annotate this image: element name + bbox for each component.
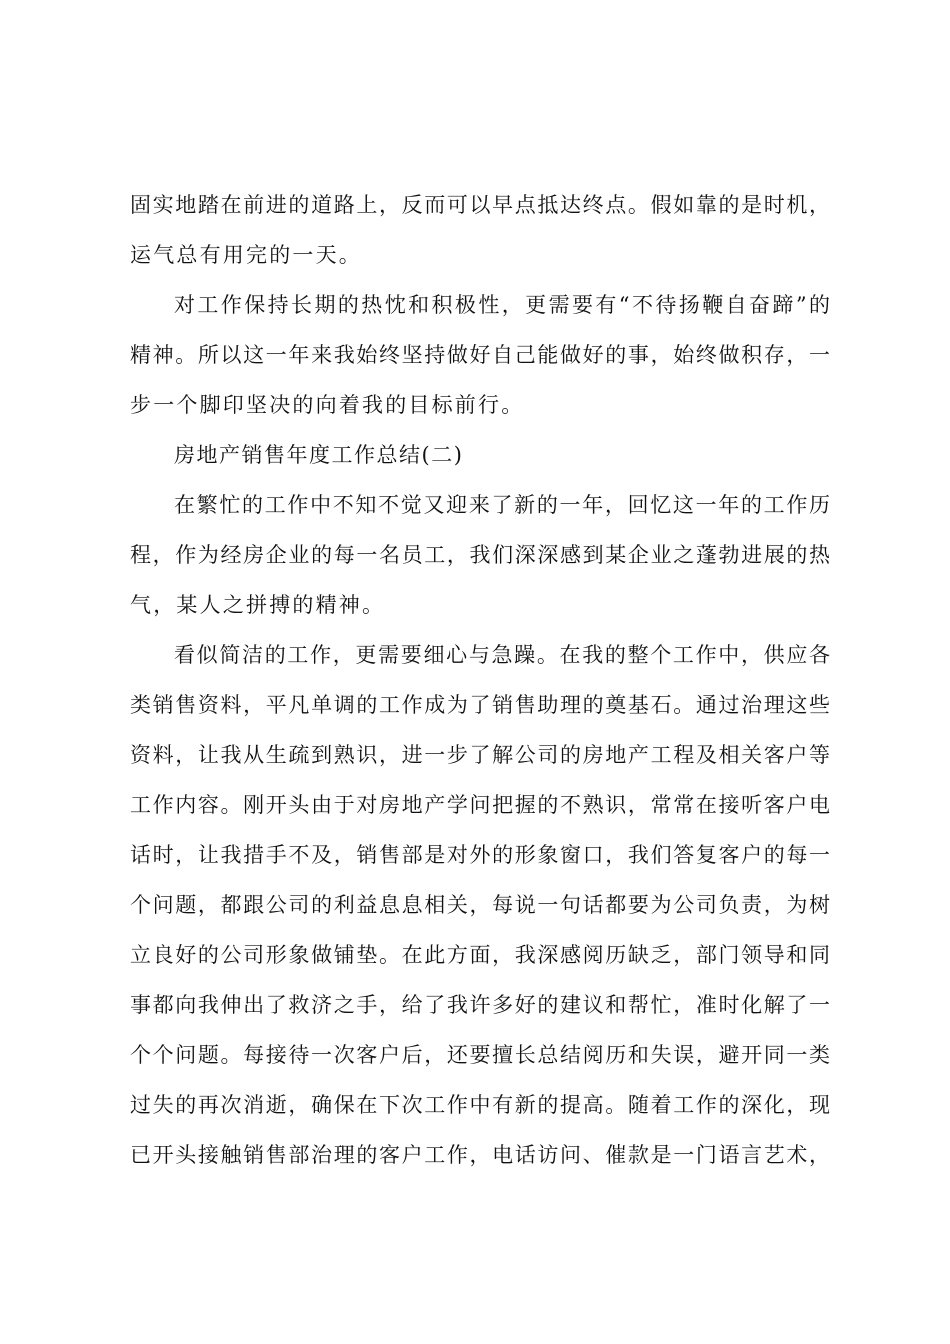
paragraph-first-line: 在繁忙的工作中不知不觉又迎来了新的一年，回忆这一年的工作历 (174, 493, 830, 517)
paragraph-line: 运气总有用完的一天。 (130, 243, 362, 267)
paragraph-line: 程，作为经房企业的每一名员工，我们深深感到某企业之蓬勃进展的热 (130, 543, 830, 567)
paragraph-line: 过失的再次消逝，确保在下次工作中有新的提高。随着工作的深化，现 (130, 1093, 830, 1117)
paragraph-line: 立良好的公司形象做铺垫。在此方面，我深感阅历缺乏，部门领导和同 (130, 943, 830, 967)
paragraph-line: 步一个脚印坚决的向着我的目标前行。 (130, 393, 525, 417)
paragraph-line: 已开头接触销售部治理的客户工作，电话访问、催款是一门语言艺术， (130, 1143, 830, 1167)
paragraph-line: 工作内容。刚开头由于对房地产学问把握的不熟识，常常在接听客户电 (130, 793, 830, 817)
paragraph-line: 个问题，都跟公司的利益息息相关，每说一句话都要为公司负责，为树 (130, 893, 830, 917)
paragraph-line: 类销售资料，平凡单调的工作成为了销售助理的奠基石。通过治理这些 (130, 693, 830, 717)
paragraph-first-line: 对工作保持长期的热忱和积极性，更需要有“不待扬鞭自奋蹄”的 (174, 293, 830, 317)
paragraph-line: 资料，让我从生疏到熟识，进一步了解公司的房地产工程及相关客户等 (130, 743, 830, 767)
paragraph-line: 个个问题。每接待一次客户后，还要擅长总结阅历和失误，避开同一类 (130, 1043, 830, 1067)
paragraph-first-line: 看似简洁的工作，更需要细心与急躁。在我的整个工作中，供应各 (174, 643, 830, 667)
paragraph-line: 气，某人之拼搏的精神。 (130, 593, 386, 617)
paragraph-line: 话时，让我措手不及，销售部是对外的形象窗口，我们答复客户的每一 (130, 843, 830, 867)
paragraph-line: 固实地踏在前进的道路上，反而可以早点抵达终点。假如靠的是时机， (130, 193, 830, 217)
paragraph-line: 精神。所以这一年来我始终坚持做好自己能做好的事，始终做积存，一 (130, 343, 830, 367)
section-heading: 房地产销售年度工作总结(二) (174, 443, 464, 467)
paragraph-line: 事都向我伸出了救济之手，给了我许多好的建议和帮忙，准时化解了一 (130, 993, 830, 1017)
